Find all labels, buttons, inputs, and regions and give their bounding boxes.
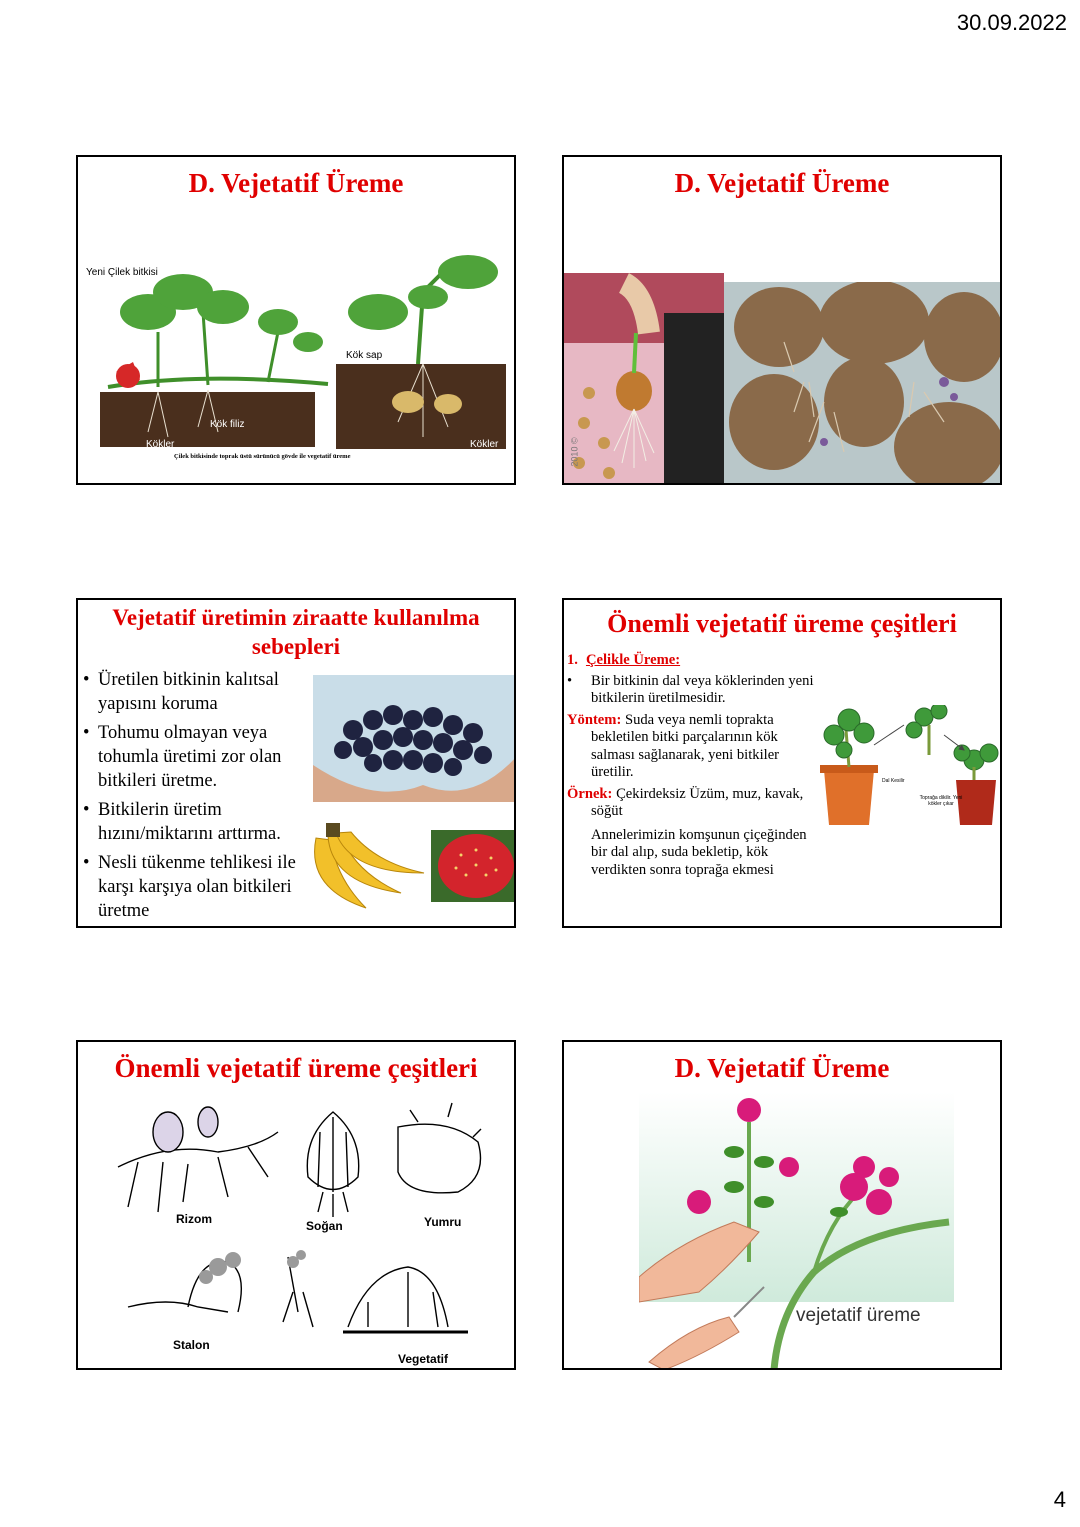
slide-4 <box>562 598 1002 928</box>
label-dal-kesilir: Dal Kesilir <box>882 778 905 784</box>
cutting-diagram <box>814 705 1002 830</box>
item-heading-text: Çelikle Üreme: <box>585 652 681 668</box>
vegetative-types-drawing <box>108 1092 488 1367</box>
slide-5 <box>76 1040 516 1370</box>
list-item-text: Bitkilerin üretim hızını/miktarını arttırma. <box>98 800 281 845</box>
label-kokler-right: Kökler <box>470 439 499 450</box>
bullet-symbol: • <box>83 723 90 744</box>
label-stalon: Stalon <box>173 1338 210 1352</box>
slide-3 <box>76 598 516 928</box>
bougainvillea-cutting-illustration <box>639 1092 954 1370</box>
bullet-symbol: • <box>567 672 573 689</box>
slide-6 <box>562 1040 1002 1370</box>
example-paragraph <box>567 786 817 821</box>
list-item <box>81 851 311 923</box>
bullet-symbol: • <box>83 670 90 690</box>
bulb-rooting-photo <box>564 273 724 485</box>
bullet-symbol: • <box>83 853 90 874</box>
illustration-caption: vejetatif üreme <box>796 1305 921 1326</box>
slide-title: D. Vejetatif Üreme <box>674 1053 890 1083</box>
list-item-text: Tohumu olmayan veya tohumla üretimi zor olan bitkileri üretme. <box>98 723 282 792</box>
slide-title: D. Vejetatif Üreme <box>188 168 404 198</box>
grapes-in-hands-photo <box>313 675 516 802</box>
label-kok-filiz: Kök filiz <box>210 419 245 430</box>
item-heading <box>567 652 817 670</box>
label-topraga-dikilir: Toprağa dikilir. Yeni kökler çıkar <box>919 795 963 807</box>
banana-photo <box>306 818 428 918</box>
page-number: 4 <box>1053 1487 1066 1512</box>
list-item <box>81 721 311 793</box>
list-item <box>81 668 311 716</box>
example-text: Çekirdeksiz Üzüm, muz, kavak, söğüt <box>591 785 804 819</box>
example-label: Örnek: <box>567 785 613 802</box>
slide-body <box>567 652 817 879</box>
method-paragraph <box>567 712 817 782</box>
list-item <box>81 798 311 846</box>
label-yumru: Yumru <box>424 1215 462 1229</box>
slide-1 <box>76 155 516 485</box>
slide-2 <box>562 155 1002 485</box>
photo-watermark: 2010 © <box>569 437 580 467</box>
reasons-list <box>81 668 311 928</box>
sprouting-potatoes-photo <box>724 282 1002 485</box>
label-sogan: Soğan <box>306 1219 343 1233</box>
extra-text: Annelerimizin komşunun çiçeğinden bir dal alıp, suda bekletip, kök verdikten sonra toprağa ekmesi <box>591 826 807 878</box>
item-number: 1. <box>567 652 578 668</box>
label-vegetatif: Vegetatif <box>398 1352 449 1366</box>
list-item-text: Nesli tükenme tehlikesi ile karşı karşıya olan bitkileri üretme <box>98 853 296 922</box>
definition-bullet <box>567 673 817 708</box>
label-rizom: Rizom <box>176 1212 212 1226</box>
slide-title: D. Vejetatif Üreme <box>674 168 890 198</box>
strawberry-photo <box>431 830 516 902</box>
label-kok-sap: Kök sap <box>346 350 383 361</box>
bullet-symbol: • <box>83 800 90 821</box>
method-label: Yöntem: <box>567 711 622 728</box>
figure-caption: Çilek bitkisinde toprak üstü sürünücü gövde ile vegetatif üreme <box>174 453 351 460</box>
page-date: 30.09.2022 <box>956 10 1067 35</box>
list-item-text: Üretilen bitkinin kalıtsal yapısını koruma <box>98 670 279 715</box>
label-yeni-cilek: Yeni Çilek bitkisi <box>86 267 158 278</box>
definition-text: Bir bitkinin dal veya köklerinden yeni bitkilerin üretilmesidir. <box>591 672 814 706</box>
label-kokler-left: Kökler <box>146 439 175 450</box>
label-yumru: Yumru <box>436 355 465 366</box>
method-text: Suda veya nemli toprakta bekletilen bitki parçalarının kök salması sağlanarak, yeni bitkiler üretilir. <box>591 711 780 780</box>
slide-title: Önemli vejetatif üreme çeşitleri <box>114 1053 478 1083</box>
slide-title: Vejetatif üretimin ziraatte kullanılma sebepleri <box>112 605 480 660</box>
slide-title: Önemli vejetatif üreme çeşitleri <box>607 609 957 638</box>
